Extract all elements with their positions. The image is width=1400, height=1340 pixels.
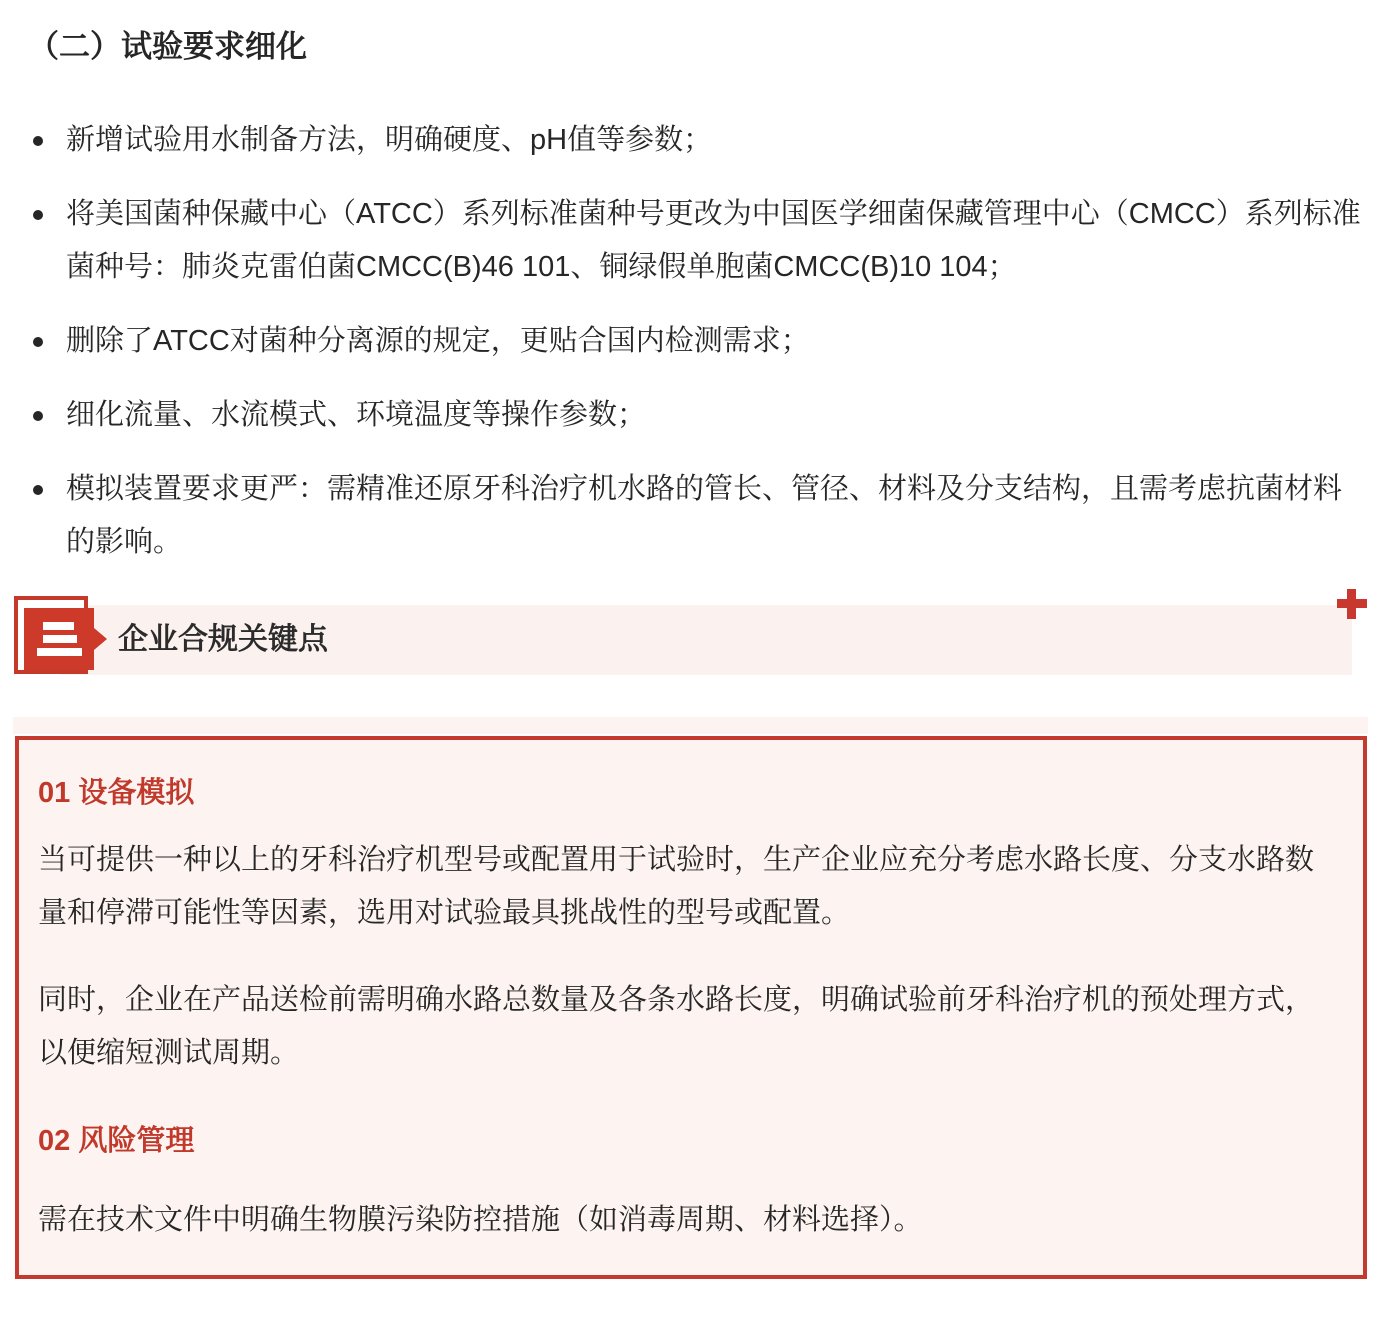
- compliance-key-points-box: [15, 736, 1367, 1279]
- list-item-text: 删除了ATCC对菌种分离源的规定，更贴合国内检测需求；: [66, 325, 810, 357]
- box-item-1-title: 01 设备模拟: [38, 777, 195, 809]
- box-item-1-paragraph: 当可提供一种以上的牙科治疗机型号或配置用于试验时，生产企业应充分考虑水路长度、分支水路数量和停滞可能性等因素，选用对试验最具挑战性的型号或配置。: [38, 844, 1315, 929]
- list-item: [28, 114, 1370, 167]
- bullet-dot-icon: [33, 485, 43, 495]
- section-2-heading: （二）试验要求细化: [28, 29, 307, 64]
- san-three-bars-icon: [24, 608, 94, 670]
- list-item: [28, 463, 1370, 569]
- list-item-text: 细化流量、水流模式、环境温度等操作参数；: [66, 399, 647, 431]
- section-3-header: [60, 605, 1352, 675]
- plus-cross-icon: [1337, 589, 1367, 619]
- bullet-dot-icon: [33, 136, 43, 146]
- list-item: [28, 389, 1370, 442]
- section-number-badge: [14, 596, 89, 675]
- list-item-text: 模拟装置要求更严：需精准还原牙科治疗机水路的管长、管径、材料及分支结构，且需考虑抗菌材料的影响。: [66, 473, 1343, 558]
- box-item-1-paragraph: 同时，企业在产品送检前需明确水路总数量及各条水路长度，明确试验前牙科治疗机的预处理方式，以便缩短测试周期。: [38, 984, 1315, 1069]
- bullet-dot-icon: [33, 411, 43, 421]
- section-3-title: 企业合规关键点: [118, 623, 328, 656]
- arrow-right-icon: [94, 628, 107, 650]
- decorative-pink-strip: [13, 717, 1368, 734]
- list-item-text: 将美国菌种保藏中心（ATCC）系列标准菌种号更改为中国医学细菌保藏管理中心（CMCC）系列标准菌种号：肺炎克雷伯菌CMCC(B)46 101、铜绿假单胞菌CMCC(B)10 104；: [66, 198, 1361, 283]
- list-item-text: 新增试验用水制备方法，明确硬度、pH值等参数；: [66, 124, 713, 156]
- document-page: [0, 30, 1400, 1340]
- list-item: [28, 188, 1370, 294]
- box-item-2-title: 02 风险管理: [38, 1125, 195, 1157]
- bullet-dot-icon: [33, 337, 43, 347]
- requirements-list: [0, 114, 1400, 569]
- list-item: [28, 315, 1370, 368]
- bullet-dot-icon: [33, 210, 43, 220]
- box-item-2-paragraph: 需在技术文件中明确生物膜污染防控措施（如消毒周期、材料选择）。: [38, 1204, 923, 1236]
